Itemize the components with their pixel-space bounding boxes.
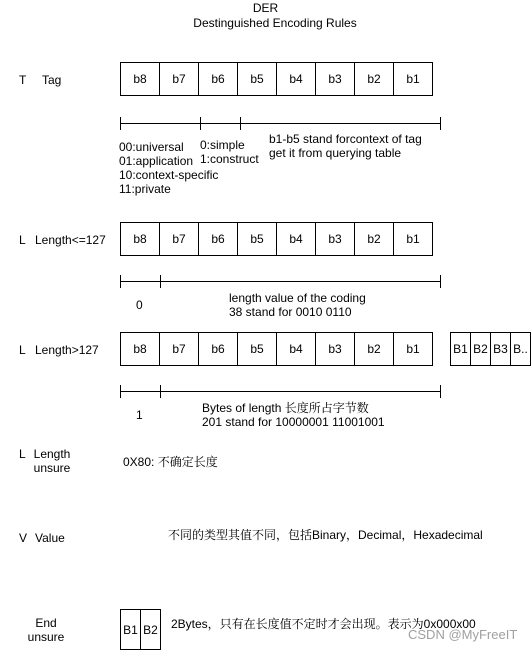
length-long-extra-bytes <box>450 332 531 366</box>
tag-bracket-line <box>120 123 440 124</box>
tag-bit-cell: b2 <box>354 62 394 96</box>
tag-byte-row <box>120 62 433 96</box>
tag-bit-cell: b1 <box>393 62 433 96</box>
length-byte-cell: B3 <box>490 332 511 366</box>
diagram-subtitle: Destinguished Encoding Rules <box>193 16 357 30</box>
length-unsure-desc: 0X80: 不确定长度 <box>123 455 218 469</box>
tag-bracket-tick <box>120 117 121 130</box>
length-short-bit-cell: b1 <box>393 222 433 256</box>
length-long-bit8-value: 1 <box>136 408 143 422</box>
length-long-desc: Bytes of length 长度所占字节数 201 stand for 10000001 11001001 <box>202 401 385 429</box>
length-short-bit-cell: b3 <box>315 222 355 256</box>
end-desc: 2Bytes，只有在长度值不定时才会出现。表示为0x000x00 <box>171 617 476 631</box>
length-long-bit-cell: b5 <box>237 332 277 366</box>
value-desc: 不同的类型其值不同，包括Binary，Decimal，Hexadecimal <box>168 528 483 542</box>
length-short-bit-cell: b2 <box>354 222 394 256</box>
tag-class-desc: 00:universal 01:application 10:context-specific 11:private <box>119 140 219 196</box>
length-short-desc: length value of the coding 38 stand for 0010 0110 <box>229 291 366 319</box>
length-long-bit-cell: b7 <box>159 332 199 366</box>
length-unsure-label: Length unsure <box>33 447 71 475</box>
length-short-byte-row <box>120 222 433 256</box>
end-label: End unsure <box>27 616 65 644</box>
length-long-bit-cell: b2 <box>354 332 394 366</box>
length-long-bracket-tick <box>160 385 161 398</box>
length-short-bit8-value: 0 <box>136 298 143 312</box>
length-long-bit-cell: b3 <box>315 332 355 366</box>
length-long-bit-cell: b4 <box>276 332 316 366</box>
length-short-bracket-line <box>120 281 440 282</box>
diagram-title: DER <box>252 1 279 15</box>
csdn-watermark: CSDN @MyFreeIT <box>408 627 518 642</box>
length-byte-cell: B1 <box>450 332 471 366</box>
length-short-bit-cell: b7 <box>159 222 199 256</box>
tag-bracket-tick <box>200 117 201 130</box>
length-short-bit-cell: b5 <box>237 222 277 256</box>
length-short-bit-cell: b8 <box>120 222 160 256</box>
tag-number-desc: b1-b5 stand forcontext of tag get it from querying table <box>269 132 422 160</box>
length-short-bit-cell: b6 <box>198 222 238 256</box>
length-long-bracket-line <box>120 391 440 392</box>
length-long-bit-cell: b1 <box>393 332 433 366</box>
length-short-letter: L <box>19 233 26 247</box>
end-byte-row <box>120 609 161 650</box>
length-short-bracket-tick <box>160 275 161 288</box>
end-byte-cell: B1 <box>120 609 141 650</box>
tag-pc-desc: 0:simple 1:construct <box>200 138 259 166</box>
tag-bit-cell: b7 <box>159 62 199 96</box>
tag-bit-cell: b4 <box>276 62 316 96</box>
tag-bit-cell: b8 <box>120 62 160 96</box>
length-long-label: Length>127 <box>35 343 99 357</box>
value-label: Value <box>35 531 65 545</box>
end-byte-cell: B2 <box>140 609 161 650</box>
length-unsure-letter: L <box>19 447 26 461</box>
length-long-bracket-tick <box>440 385 441 398</box>
length-long-bit-cell: b8 <box>120 332 160 366</box>
tag-bit-cell: b5 <box>237 62 277 96</box>
tag-label: Tag <box>42 73 62 87</box>
tag-bit-cell: b3 <box>315 62 355 96</box>
length-long-letter: L <box>19 343 26 357</box>
length-byte-cell: B.. <box>510 332 531 366</box>
length-byte-cell: B2 <box>470 332 491 366</box>
tag-bracket-tick <box>240 117 241 130</box>
length-long-byte-row <box>120 332 433 366</box>
length-short-label: Length<=127 <box>35 233 106 247</box>
length-short-bracket-tick <box>120 275 121 288</box>
tag-letter: T <box>19 73 27 87</box>
length-long-bit-cell: b6 <box>198 332 238 366</box>
length-long-bracket-tick <box>120 385 121 398</box>
length-short-bit-cell: b4 <box>276 222 316 256</box>
length-short-bracket-tick <box>440 275 441 288</box>
tag-bit-cell: b6 <box>198 62 238 96</box>
value-letter: V <box>19 531 28 545</box>
tag-bracket-tick <box>440 117 441 130</box>
